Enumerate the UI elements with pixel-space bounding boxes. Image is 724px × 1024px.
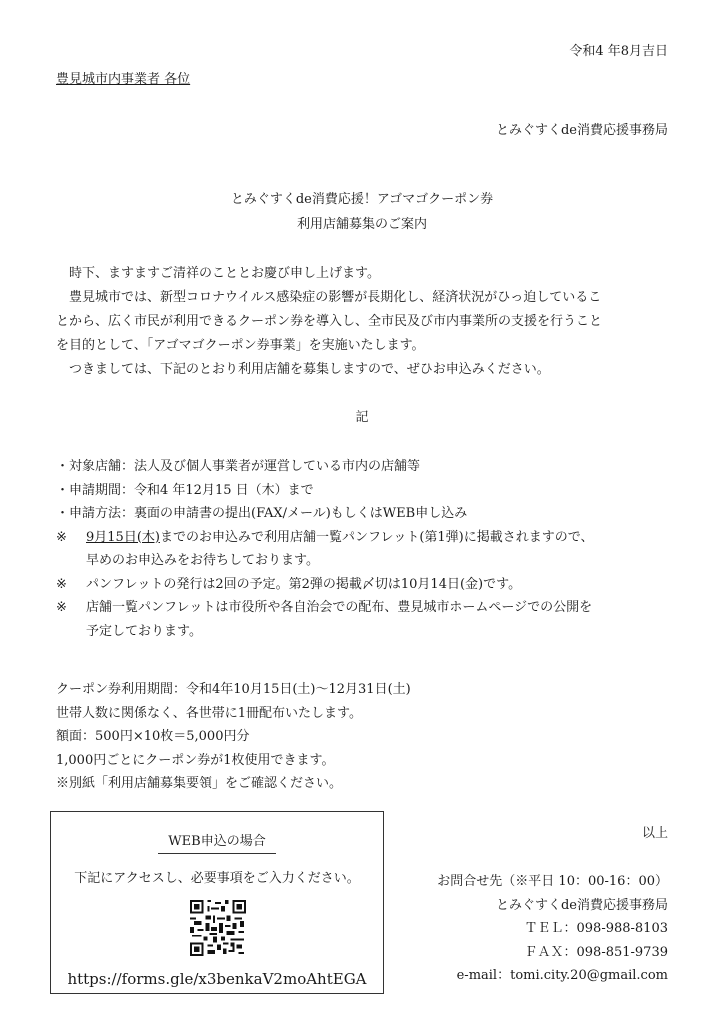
contact-tel: ＴＥＬ：098-988-8103: [524, 921, 668, 936]
note-1-text: までのお申込みで利用店舗一覧パンフレット(第1弾)に掲載されますので、: [159, 529, 594, 545]
contact-info: [437, 870, 668, 988]
note-mark: ※: [56, 529, 67, 545]
coupon-period: クーポン券利用期間：令和4年10月15日(土)～12月31日(土): [56, 682, 411, 697]
coupon-usage: 1,000円ごとにクーポン券が1枚使用できます。: [56, 752, 335, 768]
contact-office: とみぐすくde消費応援事務局: [495, 897, 668, 913]
item-list: [56, 455, 593, 643]
body-text: [56, 262, 671, 382]
note-2: [56, 573, 593, 597]
web-box-title: WEB申込の場合: [158, 830, 275, 854]
body-paragraph: つきましては、下記のとおり利用店舗を募集しますので、ぜひお申込みください。: [56, 362, 550, 377]
contact-email[interactable]: e-mail：tomi.city.20@gmail.com: [456, 968, 668, 983]
note-mark: ※: [56, 600, 67, 615]
item-application-method: ・申請方法：裏面の申請書の提出(FAX/メール)もしくはWEB申し込み: [56, 506, 468, 521]
addressee: 豊見城市内事業者 各位: [56, 72, 191, 87]
note-3-continued: 予定しております。: [86, 623, 202, 639]
document-subtitle: 利用店舗募集のご案内: [296, 217, 427, 232]
contact-hours: お問合せ先（※平日 10：00-16：00）: [437, 874, 668, 889]
coupon-info: [56, 678, 411, 796]
note-2-text: パンフレットの発行は2回の予定。第2弾の掲載〆切は10月14日(金)です。: [86, 576, 522, 592]
body-paragraph: 時下、ますますご清祥のこととお慶び申し上げます。: [56, 266, 380, 281]
note-1: [56, 526, 593, 550]
note-3: [56, 596, 593, 620]
document-title: とみぐすくde消費応援！アゴマゴクーポン券: [230, 192, 494, 207]
note-3-text: 店舗一覧パンフレットは市役所や各自治会での配布、豊見城市ホームページでの公開を: [86, 600, 593, 615]
body-paragraph: とから、広く市民が利用できるクーポン券を導入し、全市民及び市内事業所の支援を行うこと: [56, 314, 603, 329]
item-target-store: ・対象店舗：法人及び個人事業者が運営している市内の店舗等: [56, 459, 421, 474]
note-mark: ※: [56, 576, 67, 592]
web-form-url[interactable]: https://forms.gle/x3benkaV2moAhtEGA: [67, 970, 367, 988]
note-1-deadline: 9月15日(木): [86, 529, 160, 545]
body-paragraph: を目的として、「アゴマゴクーポン券事業」を実施いたします。: [56, 338, 425, 353]
ki-heading: 記: [355, 410, 369, 425]
web-application-box: [50, 811, 384, 994]
contact-fax: ＦＡＸ：098-851-9739: [524, 944, 668, 960]
sender-office: とみぐすくde消費応援事務局: [495, 123, 668, 138]
note-1-continued: 早めのお申込みをお待ちしております。: [86, 553, 319, 568]
document-date: 令和4 年8月吉日: [569, 44, 668, 59]
web-instruction: 下記にアクセスし、必要事項をご入力ください。: [74, 871, 360, 886]
qr-code-icon[interactable]: [190, 900, 246, 956]
item-application-period: ・申請期間：令和4 年12月15 日（木）まで: [56, 482, 314, 498]
coupon-reference: ※別紙「利用店舗募集要領」をご確認ください。: [56, 776, 343, 791]
coupon-face-value: 額面：500円×10枚＝5,000円分: [56, 729, 250, 744]
coupon-distribution: 世帯人数に関係なく、各世帯に1冊配布いたします。: [56, 705, 362, 721]
closing-mark: 以上: [641, 826, 668, 841]
body-paragraph: 豊見城市では、新型コロナウイルス感染症の影響が長期化し、経済状況がひっ迫しているこ: [56, 290, 602, 305]
